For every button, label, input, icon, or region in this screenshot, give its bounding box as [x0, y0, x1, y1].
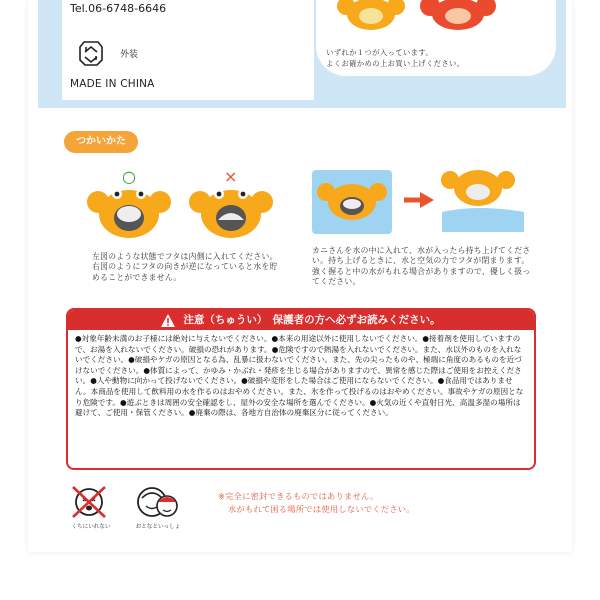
crab-red-illustration-icon [418, 0, 498, 36]
bullet-icon: ● [422, 334, 430, 343]
warning-item: 火気の近くや直射日光、高温多湿の場所は避けて、ご使用・保管ください。 [75, 397, 521, 418]
bullet-icon: ● [271, 334, 279, 343]
leak-note-line: 水がもれて困る場所では使用しないでください。 [228, 504, 415, 514]
crab-illustration-icon [336, 0, 406, 36]
ng-mark: × [224, 167, 238, 186]
made-in-label: MADE IN CHINA [70, 78, 155, 90]
adult-supervision-icon [134, 484, 180, 520]
warning-box [66, 308, 536, 470]
bullet-icon: ● [437, 376, 445, 386]
warning-header [68, 310, 534, 330]
warning-item: 危険ですので熱湯を入れないでください。また、水以外のものを入れないでください。 [75, 344, 522, 365]
adult-supervision-label: おとなといっしょ [135, 524, 181, 530]
warning-item: 人や動物に向かって投げないでください。 [96, 376, 242, 386]
leak-note-line: ※完全に密封できるものではありません。 [218, 491, 379, 501]
warning-icon [161, 314, 175, 327]
warning-body [68, 330, 534, 419]
variant-note-line: いずれか１つが入っています。 [326, 48, 434, 57]
crab-ng-illustration-icon [186, 166, 276, 246]
crab-water-illustration-icon [312, 162, 532, 240]
bullet-icon: ● [128, 355, 135, 365]
howto-left-text: 左図のような状態でフタは内側に入れてください。右図のようにフタの向きが逆になっていると水を貯めることができません。 [92, 252, 278, 282]
bullet-icon: ● [271, 344, 279, 354]
warning-title: 注意（ちゅうい） 保護者の方へ必ずお読みください。 [183, 314, 441, 326]
howto-badge: つかいかた [64, 131, 138, 153]
bullet-icon: ● [119, 397, 127, 407]
warning-item: 接着剤を使用していますので、お湯を入れないでください。破損の恐れがあります。 [75, 334, 521, 354]
warning-item: 体質によって、かゆみ・かぶれ・発疹を生じる場合がありますので、異常を感じた際はご使用をお控えください。 [75, 365, 522, 386]
warning-item: 遊ぶときは周囲の安全確認をし、屋外の安全な場所を選んでください。 [126, 397, 370, 407]
no-mouth-label: くちにいれない [71, 524, 111, 530]
howto-right-text: カニさんを水の中に入れて、水が入ったら持ち上げてください。持ち上げるときに、水と空気の力でフタが閉まります。強く握ると中の水がもれる場合がありますので、優しく扱ってください。 [312, 246, 531, 287]
bullet-icon: ● [75, 334, 82, 343]
bullet-icon: ● [241, 376, 248, 386]
ok-mark: ○ [122, 167, 136, 186]
warning-item: 破損やケガの原因となる為、乱暴に扱わないでください。また、先の尖ったものや、極端に角度のあるものを近づけないでください。 [75, 355, 522, 375]
bullet-icon: ● [188, 408, 196, 418]
warning-item: 食品用ではありません。本商品を使用して飲料用の水を作るのはおやめください。また、氷を作って投げるのはおやめください。事故やケガの原因となり危険です。 [75, 376, 524, 407]
packaging-label: 外装 [120, 50, 139, 60]
variant-note-text [326, 47, 464, 69]
recycle-plastic-icon [78, 38, 104, 68]
bullet-icon: ● [90, 376, 97, 386]
crab-ok-illustration-icon [84, 166, 174, 246]
bullet-icon: ● [143, 365, 150, 375]
warning-item: 廃棄の際は、各地方自治体の廃棄区分に従ってください。 [195, 408, 393, 418]
tel-number: Tel.06-6748-6646 [70, 2, 167, 15]
bullet-icon: ● [369, 397, 377, 407]
warning-item: 本来の用途以外に使用しないでください。 [278, 334, 423, 343]
variant-note-line: よくお確かめの上お買い上げください。 [326, 59, 465, 68]
warning-item: 破損や変形をした場合はご使用にならないでください。 [247, 376, 438, 386]
no-mouth-icon [70, 484, 108, 520]
leak-note [218, 490, 415, 516]
warning-item: 対象年齢未満のお子様には絶対に与えないでください。 [81, 334, 272, 343]
